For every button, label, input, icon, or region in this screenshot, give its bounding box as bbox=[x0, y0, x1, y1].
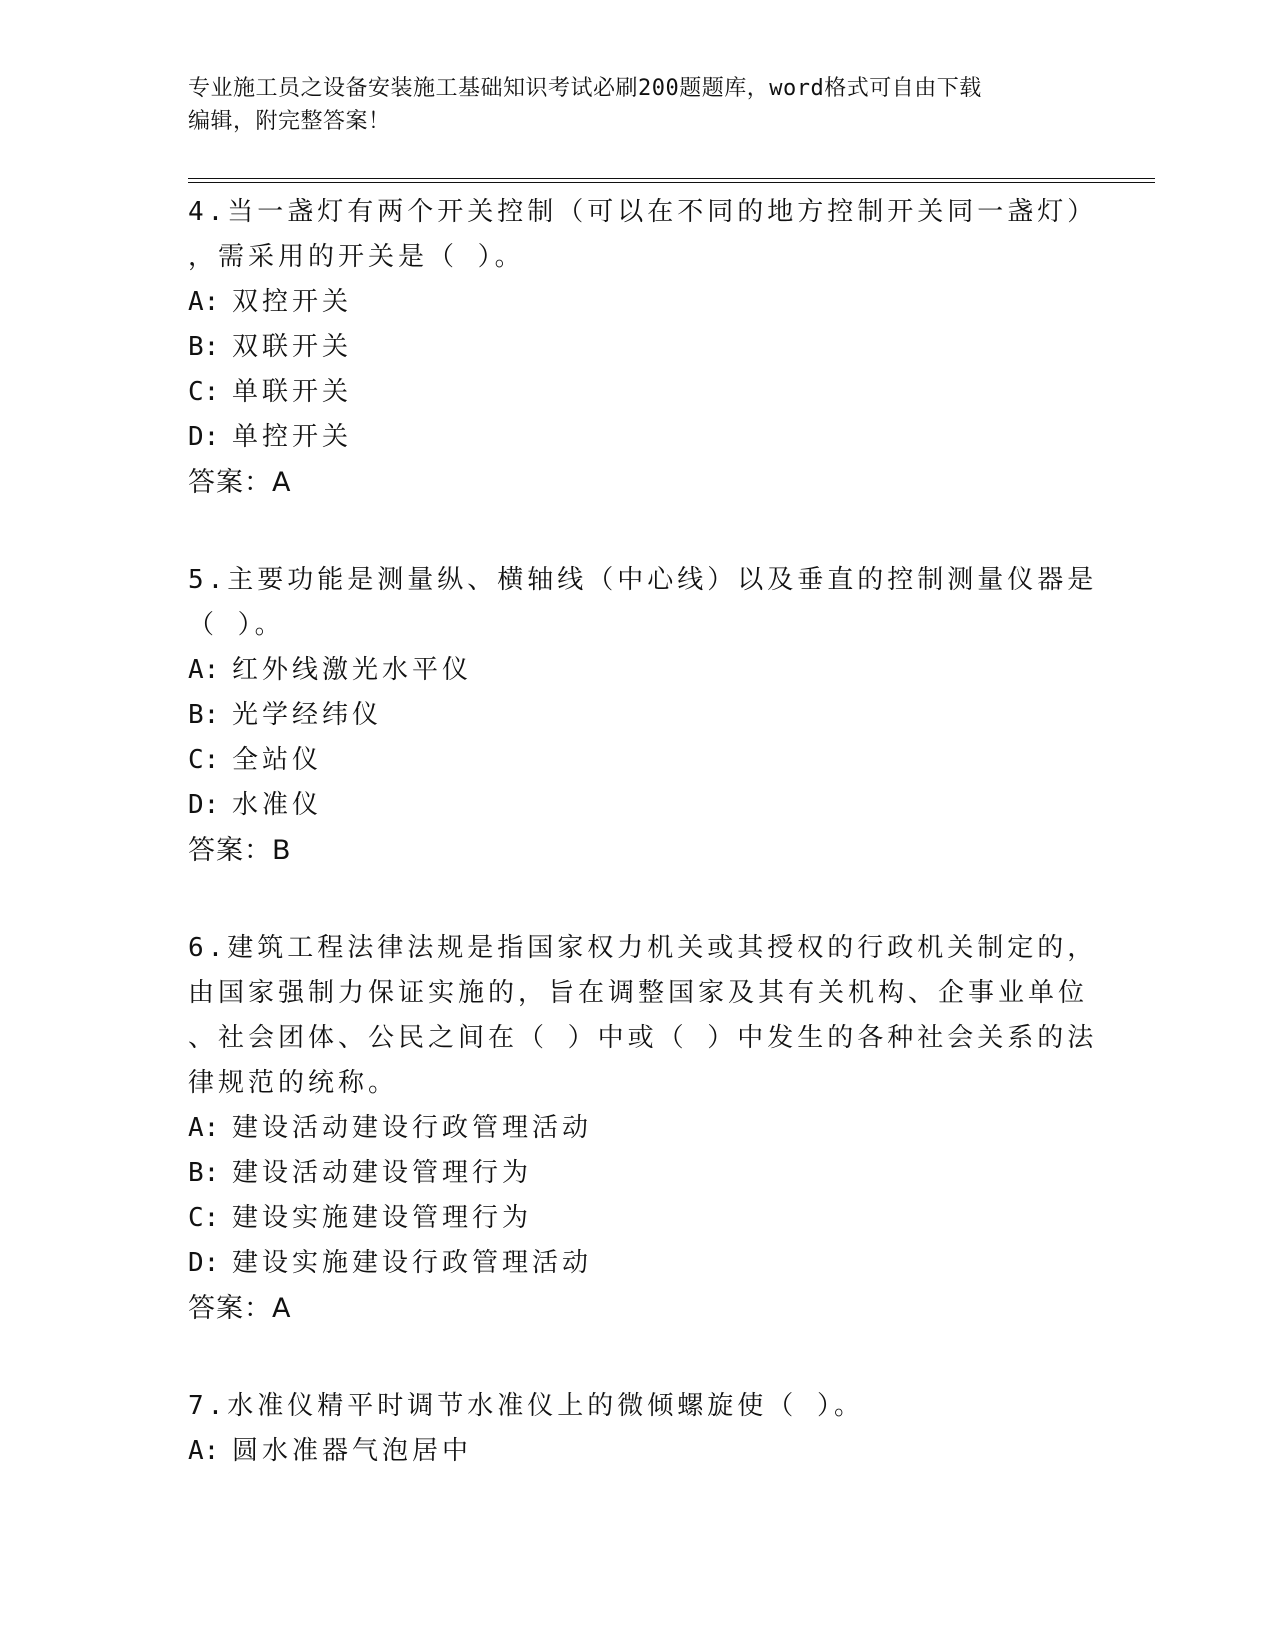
question-6 bbox=[188, 926, 1098, 1332]
option-text: 建设实施建设管理行为 bbox=[232, 1203, 533, 1233]
option-text: 红外线激光水平仪 bbox=[232, 655, 473, 685]
question-stem-line: 、社会团体、公民之间在（ ）中或（ ）中发生的各种社会关系的法 bbox=[188, 1023, 1098, 1053]
question-7 bbox=[188, 1384, 1088, 1474]
document-header bbox=[188, 72, 1088, 138]
option-letter: C: bbox=[188, 377, 220, 407]
option-d bbox=[188, 415, 1088, 460]
option-b bbox=[188, 693, 1088, 738]
option-d bbox=[188, 1241, 1088, 1286]
answer-line: 答案：A bbox=[188, 467, 292, 498]
question-list bbox=[188, 190, 1098, 1526]
option-text: 光学经纬仪 bbox=[232, 700, 383, 730]
option-b bbox=[188, 1151, 1088, 1196]
option-letter: B: bbox=[188, 1158, 220, 1188]
option-letter: D: bbox=[188, 422, 220, 452]
option-text: 水准仪 bbox=[232, 790, 323, 820]
question-stem-line: （ ）。 bbox=[188, 610, 285, 640]
option-letter: C: bbox=[188, 745, 220, 775]
question-stem-line: ，需采用的开关是（ ）。 bbox=[188, 242, 525, 272]
option-letter: A: bbox=[188, 1113, 220, 1143]
question-stem-line: 5.主要功能是测量纵、横轴线（中心线）以及垂直的控制测量仪器是 bbox=[188, 565, 1098, 595]
header-line-2: 编辑，附完整答案！ bbox=[188, 109, 391, 134]
option-text: 双控开关 bbox=[232, 287, 353, 317]
option-text: 建设活动建设行政管理活动 bbox=[232, 1113, 593, 1143]
option-a bbox=[188, 1429, 1088, 1474]
option-letter: B: bbox=[188, 700, 220, 730]
question-stem-line: 律规范的统称。 bbox=[188, 1068, 399, 1098]
option-text: 双联开关 bbox=[232, 332, 353, 362]
option-text: 建设活动建设管理行为 bbox=[232, 1158, 533, 1188]
option-letter: D: bbox=[188, 1248, 220, 1278]
option-c bbox=[188, 370, 1088, 415]
option-c bbox=[188, 1196, 1088, 1241]
answer-line: 答案：B bbox=[188, 835, 292, 866]
option-b bbox=[188, 325, 1088, 370]
option-a bbox=[188, 280, 1088, 325]
option-a bbox=[188, 1106, 1088, 1151]
answer-line: 答案：A bbox=[188, 1293, 292, 1324]
option-text: 全站仪 bbox=[232, 745, 323, 775]
question-5 bbox=[188, 558, 1098, 874]
option-text: 建设实施建设行政管理活动 bbox=[232, 1248, 593, 1278]
option-letter: A: bbox=[188, 655, 220, 685]
header-line-1: 专业施工员之设备安装施工基础知识考试必刷200题题库，word格式可自由下载 bbox=[188, 76, 982, 101]
option-letter: A: bbox=[188, 1436, 220, 1466]
question-4 bbox=[188, 190, 1098, 506]
option-letter: B: bbox=[188, 332, 220, 362]
question-stem-line: 4.当一盏灯有两个开关控制（可以在不同的地方控制开关同一盏灯） bbox=[188, 197, 1098, 227]
header-rule-top bbox=[188, 178, 1155, 179]
option-text: 圆水准器气泡居中 bbox=[232, 1436, 473, 1466]
question-stem-line: 7.水准仪精平时调节水准仪上的微倾螺旋使（ ）。 bbox=[188, 1391, 864, 1421]
option-c bbox=[188, 738, 1088, 783]
header-rule-bottom bbox=[188, 182, 1155, 183]
question-stem-line: 6.建筑工程法律法规是指国家权力机关或其授权的行政机关制定的， bbox=[188, 933, 1098, 963]
option-letter: A: bbox=[188, 287, 220, 317]
option-letter: D: bbox=[188, 790, 220, 820]
question-stem-line: 由国家强制力保证实施的，旨在调整国家及其有关机构、企事业单位 bbox=[188, 978, 1089, 1008]
option-letter: C: bbox=[188, 1203, 220, 1233]
option-text: 单控开关 bbox=[232, 422, 353, 452]
option-d bbox=[188, 783, 1088, 828]
option-a bbox=[188, 648, 1088, 693]
option-text: 单联开关 bbox=[232, 377, 353, 407]
